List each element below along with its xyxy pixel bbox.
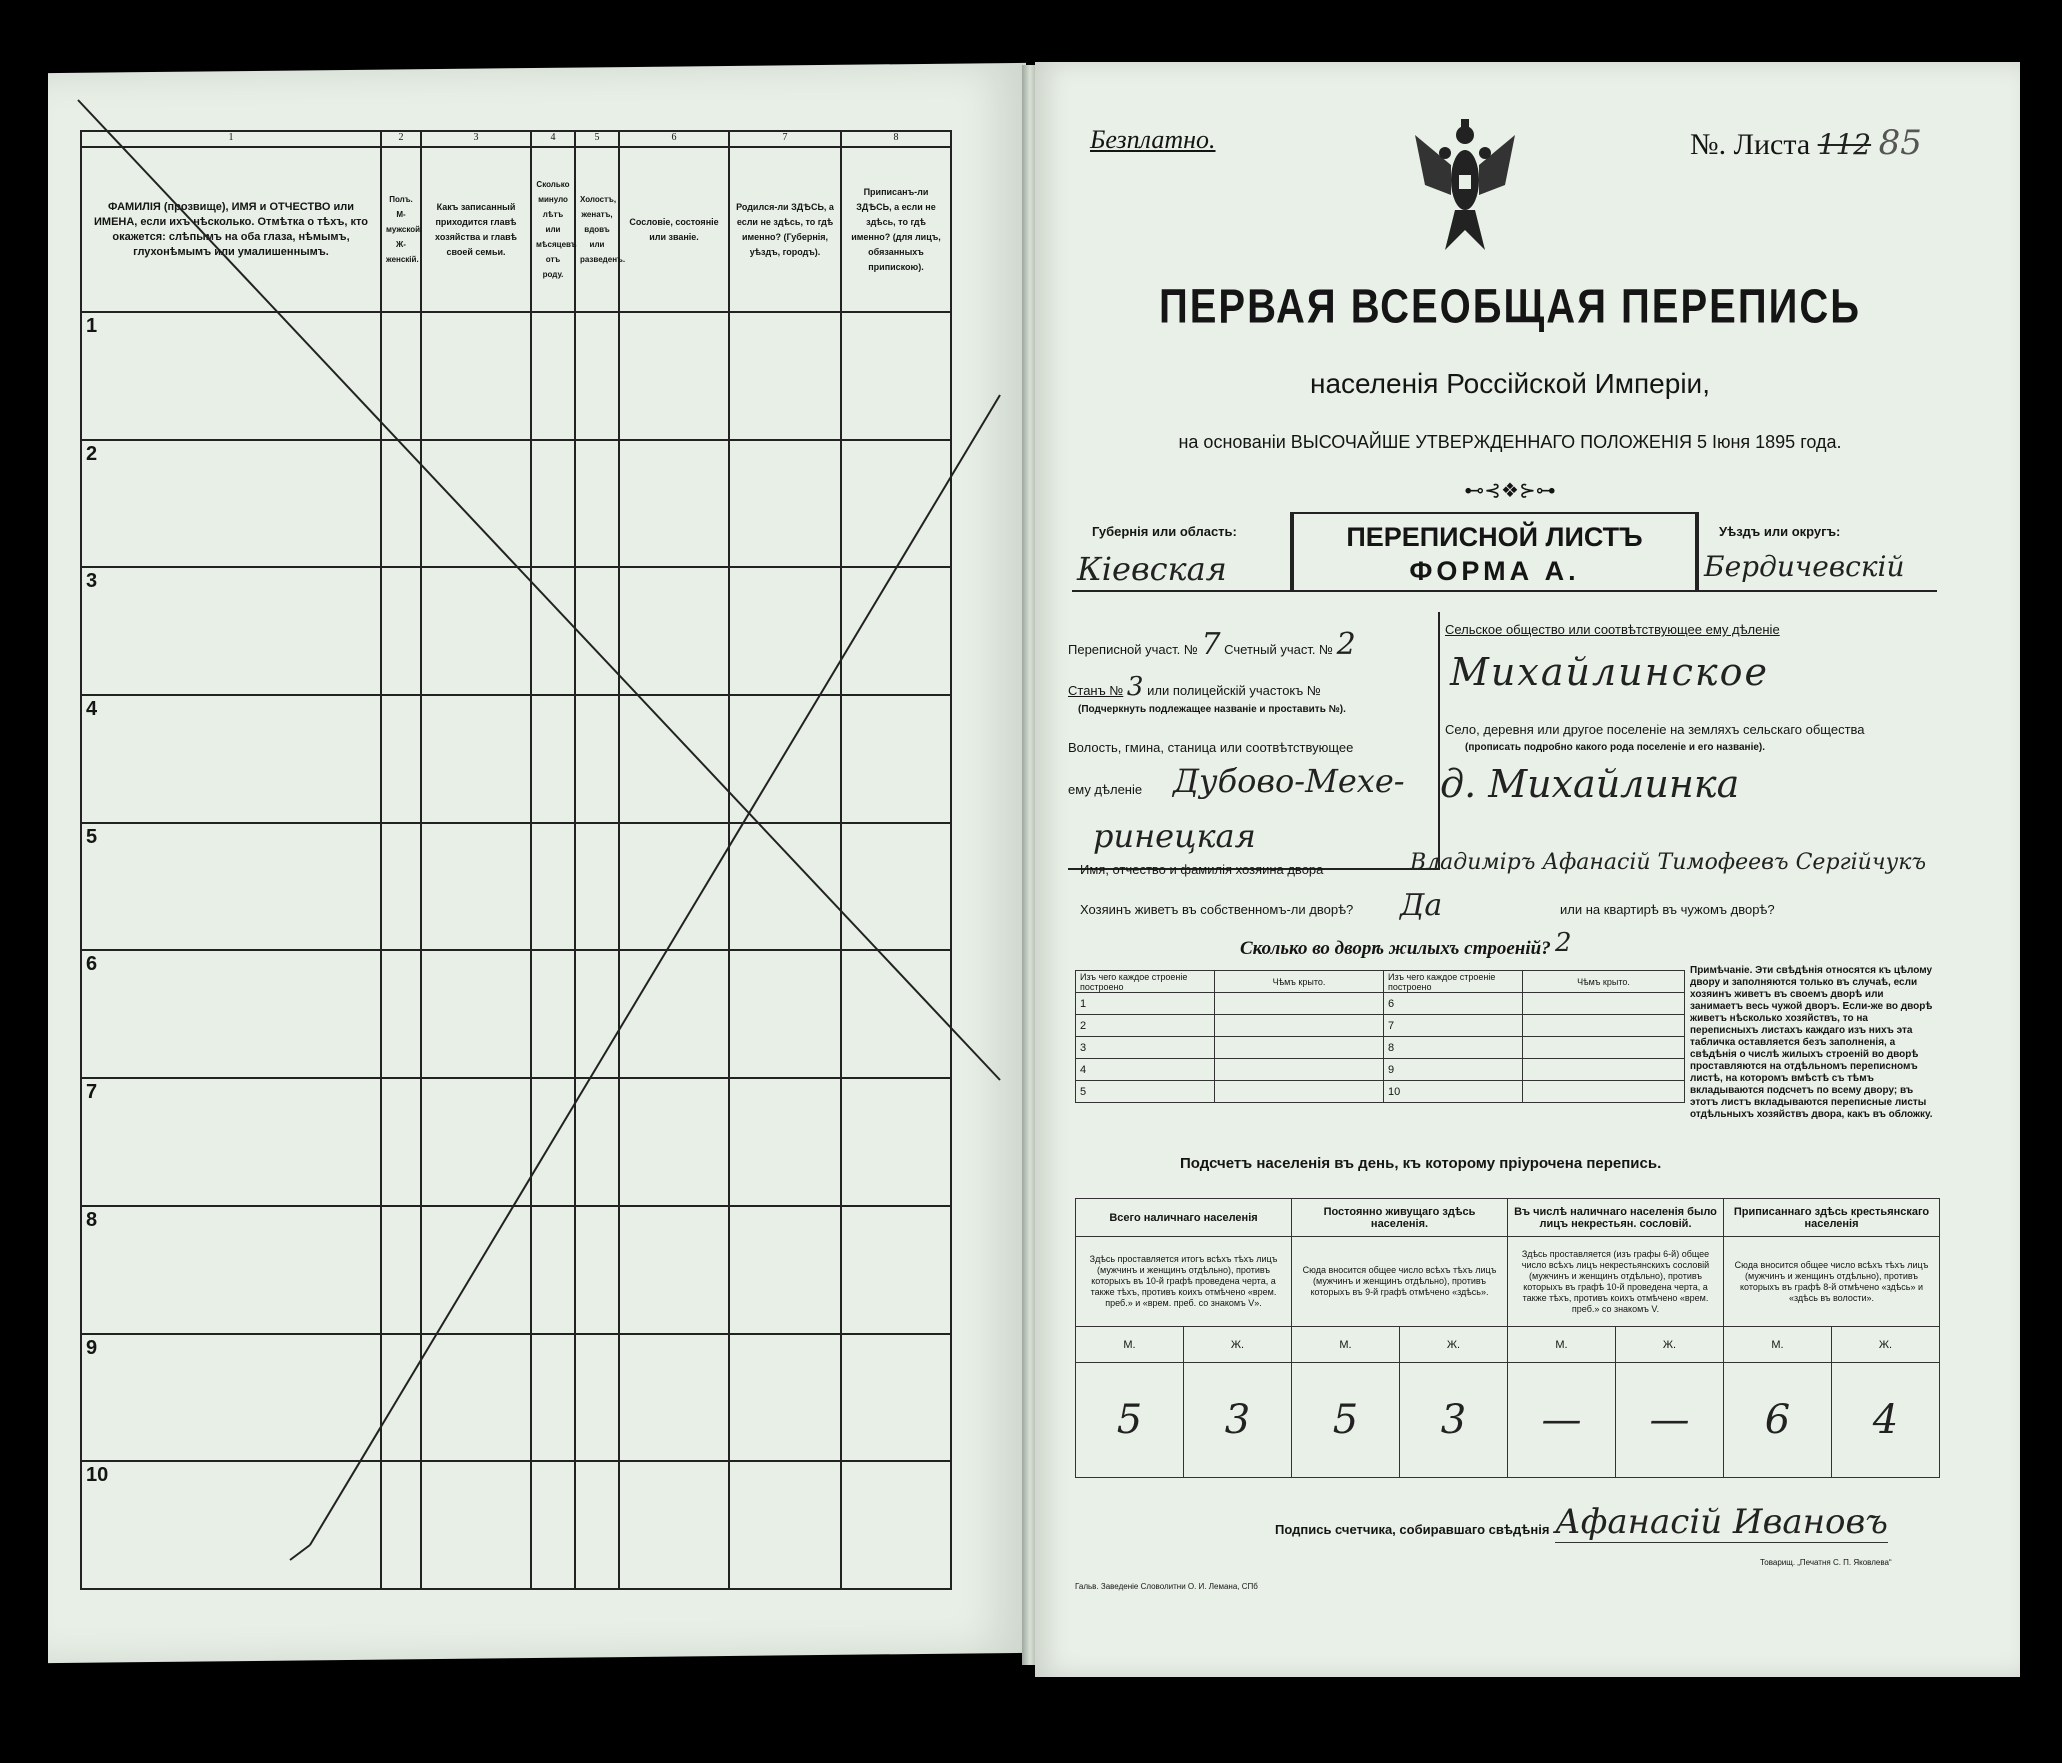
sheet-label: №. Листа bbox=[1690, 128, 1811, 161]
sheet-number-crossed: 112 bbox=[1817, 128, 1872, 161]
col-num: 1 bbox=[81, 131, 381, 147]
stan-rest: или полицейскій участокъ № bbox=[1147, 683, 1321, 698]
buildings-value: 2 bbox=[1555, 928, 1572, 958]
sheet-title: ПЕРЕПИСНОЙ ЛИСТЪ bbox=[1346, 522, 1643, 552]
col-header-marital: Холостъ, женатъ, вдовъ или разведенъ. bbox=[575, 147, 619, 312]
owner-label: Имя, отчество и фамилія хозяина двора bbox=[1080, 862, 1324, 877]
gubernia-box bbox=[1072, 512, 1292, 592]
free-label: Безплатно. bbox=[1090, 125, 1216, 154]
col-header-sex: Полъ. М-мужской. Ж-женскій. bbox=[381, 147, 421, 312]
col-num: 5 bbox=[575, 131, 619, 147]
stan-value: 3 bbox=[1126, 672, 1144, 702]
col-num: 6 bbox=[619, 131, 729, 147]
row-number: 8 bbox=[86, 1208, 98, 1231]
cross-out-lines bbox=[0, 0, 1030, 1763]
schet-label: Счетный участ. № bbox=[1224, 642, 1334, 657]
row-number: 7 bbox=[86, 1081, 98, 1104]
sex-head: Ж. bbox=[1616, 1327, 1724, 1363]
row-number: 4 bbox=[86, 698, 98, 721]
uezd-label: Уѣздъ или округъ: bbox=[1719, 524, 1841, 539]
col-header-born: Родился-ли ЗДѢСЬ, а если не здѣсь, то гдѣ именно? (Губернія, уѣздъ, городъ). bbox=[729, 147, 841, 312]
schet-value: 2 bbox=[1336, 627, 1356, 662]
col-header-name: ФАМИЛІЯ (прозвище), ИМЯ и ОТЧЕСТВО или ИМЕНА, если ихъ нѣсколько. Отмѣтка о тѣхъ, кто окажется: слѣпымъ на оба глаза, нѣмымъ, глухонѣмымъ или умалишеннымъ. bbox=[81, 147, 381, 312]
lives-value: Да bbox=[1400, 888, 1443, 923]
printer-right: Товарищ. „Печатня С. П. Яковлева“ bbox=[1760, 1558, 1892, 1567]
sum-value: 3 bbox=[1184, 1363, 1292, 1478]
sum-desc: Сюда вносится общее число всѣхъ тѣхъ лицъ (мужчинъ и женщинъ отдѣльно), противъ которыхъ въ 9-й графѣ отмѣчено «здѣсь». bbox=[1292, 1237, 1508, 1327]
sex-head: М. bbox=[1724, 1327, 1832, 1363]
volost-label-2: ему дѣленіе bbox=[1068, 782, 1143, 797]
sum-desc: Сюда вносится общее число всѣхъ тѣхъ лицъ (мужчинъ и женщинъ отдѣльно), противъ которыхъ въ графѣ 8-й отмѣчено «здѣсь» и «здѣсь въ волости». bbox=[1724, 1237, 1940, 1327]
gubernia-label: Губернія или область: bbox=[1092, 524, 1237, 539]
population-summary-table bbox=[1075, 1198, 1940, 1478]
row-number: 1 bbox=[86, 315, 98, 337]
ornament: ⊷⊰❖⊱⊶ bbox=[1464, 480, 1556, 502]
selo-label: Село, деревня или другое поселеніе на земляхъ сельскаго общества bbox=[1445, 722, 1865, 737]
obschestvo-value: Михайлинское bbox=[1450, 650, 1769, 694]
selo-value: д. Михайлинка bbox=[1440, 762, 1740, 806]
uezd-value: Бердичевскій bbox=[1704, 550, 1905, 583]
col-num: 4 bbox=[531, 131, 575, 147]
row-number: 3 bbox=[86, 570, 98, 593]
row-number: 10 bbox=[86, 1464, 109, 1487]
legal-basis: на основаніи ВЫСОЧАЙШЕ УТВЕРЖДЕННАГО ПОЛОЖЕНІЯ 5 Іюня 1895 года. bbox=[1178, 432, 1842, 452]
bld-head: Чѣмъ крыто. bbox=[1523, 971, 1685, 993]
sex-head: Ж. bbox=[1184, 1327, 1292, 1363]
note-text: Примѣчаніе. Эти свѣдѣнія относятся къ цѣлому двору и заполняются только въ случаѣ, если хозяинъ живетъ въ своемъ дворѣ или занимаетъ весь чужой дворъ. Если-же во дворѣ живетъ нѣсколько хозяйствъ, то на переписныхъ листахъ каждаго изъ нихъ эта табличка оставляется безъ заполненія, а свѣдѣнія о числѣ жилыхъ строеній во дворѣ проставляются на отдѣльномъ переписномъ листѣ, на которомъ вмѣстѣ съ тѣмъ вкладываются подсчетъ по всему двору; въ этотъ листъ вкладываются переписные листы отдѣльныхъ хозяйствъ двора, какъ въ обложку. bbox=[1690, 965, 1933, 1120]
obschestvo-label: Сельское общество или соотвѣтствующее ему дѣленіе bbox=[1445, 622, 1780, 637]
sum-value: 5 bbox=[1292, 1363, 1400, 1478]
uchast-label: Переписной участ. № bbox=[1068, 642, 1198, 657]
col-header-registered: Приписанъ-ли ЗДѢСЬ, а если не здѣсь, то гдѣ именно? (для лицъ, обязанныхъ припискою). bbox=[841, 147, 951, 312]
uezd-box bbox=[1697, 512, 1937, 592]
table-row: 2 7 bbox=[1076, 1015, 1685, 1037]
sum-head: Въ числѣ наличнаго населенія было лицъ некрестьян. сословій. bbox=[1508, 1199, 1724, 1237]
buildings-label: Сколько во дворѣ жилыхъ строеній? bbox=[1240, 938, 1551, 959]
stan-label: Станъ № bbox=[1068, 683, 1124, 698]
sum-head: Постоянно живущаго здѣсь населенія. bbox=[1292, 1199, 1508, 1237]
printer-left: Гальв. Заведеніе Словолитни О. И. Лемана, СПб bbox=[1075, 1582, 1258, 1591]
table-row: 5 10 bbox=[1076, 1081, 1685, 1103]
volost-value: Дубово-Мехе- bbox=[1173, 762, 1405, 800]
sex-head: М. bbox=[1508, 1327, 1616, 1363]
sex-head: М. bbox=[1076, 1327, 1184, 1363]
signature-label: Подпись счетчика, собиравшаго свѣдѣнія bbox=[1275, 1522, 1550, 1537]
form-title: ФОРМА А. bbox=[1409, 556, 1580, 586]
col-header-relation: Какъ записанный приходится главѣ хозяйства и главѣ своей семьи. bbox=[421, 147, 531, 312]
form-title-box bbox=[1292, 512, 1697, 592]
double-eagle-emblem-icon bbox=[1415, 115, 1515, 265]
sum-value: — bbox=[1508, 1363, 1616, 1478]
page-title: ПЕРВАЯ ВСЕОБЩАЯ ПЕРЕПИСЬ bbox=[1159, 280, 1861, 334]
row-number: 9 bbox=[86, 1336, 98, 1359]
sex-head: Ж. bbox=[1832, 1327, 1940, 1363]
owner-value: Владиміръ Афанасій Тимофеевъ Сергійчукъ bbox=[1410, 850, 1927, 875]
buildings-table bbox=[1075, 970, 1685, 1103]
district-block bbox=[1068, 612, 1440, 870]
bld-head: Чѣмъ крыто. bbox=[1215, 971, 1384, 993]
lives-label: Хозяинъ живетъ въ собственномъ-ли дворѣ? bbox=[1080, 902, 1354, 917]
table-row: 1 6 bbox=[1076, 993, 1685, 1015]
sum-value: — bbox=[1616, 1363, 1724, 1478]
bld-head: Изъ чего каждое строеніе построено bbox=[1384, 971, 1523, 993]
col-num: 7 bbox=[729, 131, 841, 147]
row-number: 5 bbox=[86, 825, 98, 848]
lives-rest: или на квартирѣ въ чужомъ дворѣ? bbox=[1560, 902, 1775, 917]
sum-desc: Здѣсь проставляется итогъ всѣхъ тѣхъ лицъ (мужчинъ и женщинъ отдѣльно), противъ которыхъ въ 10-й графѣ проведена черта, а также тѣхъ, противъ коихъ отмѣчено «врем. преб.» и «врем. преб. со знакомъ V». bbox=[1076, 1237, 1292, 1327]
signature-value: Афанасій Ивановъ bbox=[1555, 1502, 1888, 1542]
col-num: 2 bbox=[381, 131, 421, 147]
uchast-value: 7 bbox=[1201, 627, 1221, 662]
stan-note: (Подчеркнуть подлежащее названіе и проставить №). bbox=[1078, 704, 1346, 715]
row-number: 6 bbox=[86, 953, 98, 976]
row-number: 2 bbox=[86, 442, 98, 465]
table-row: 4 9 bbox=[1076, 1059, 1685, 1081]
sum-value: 6 bbox=[1724, 1363, 1832, 1478]
col-num: 3 bbox=[421, 131, 531, 147]
sum-value: 5 bbox=[1076, 1363, 1184, 1478]
count-title: Подсчетъ населенія въ день, къ которому пріурочена перепись. bbox=[1180, 1155, 1662, 1172]
volost-label: Волость, гмина, станица или соотвѣтствующее bbox=[1068, 740, 1354, 755]
col-header-age: Сколько минуло лѣтъ или мѣсяцевъ отъ роду. bbox=[531, 147, 575, 312]
gubernia-value: Кіевская bbox=[1077, 550, 1227, 588]
sum-value: 3 bbox=[1400, 1363, 1508, 1478]
sum-head: Всего наличнаго населенія bbox=[1076, 1199, 1292, 1237]
col-header-estate: Сословіе, состояніе или званіе. bbox=[619, 147, 729, 312]
table-row: 3 8 bbox=[1076, 1037, 1685, 1059]
volost-value-2: ринецкая bbox=[1093, 817, 1256, 855]
selo-note: (прописать подробно какого рода поселеніе и его названіе). bbox=[1465, 742, 1766, 753]
sum-head: Приписаннаго здѣсь крестьянскаго населенія bbox=[1724, 1199, 1940, 1237]
sum-value: 4 bbox=[1832, 1363, 1940, 1478]
sheet-number-block bbox=[1690, 123, 1922, 163]
sum-desc: Здѣсь проставляется (изъ графы 6-й) общее число всѣхъ лицъ некрестьянскихъ сословій (мужчинъ и женщинъ отдѣльно), противъ которыхъ въ графѣ 10-й проведена черта, а также тѣхъ, противъ коихъ отмѣчено «врем. преб.» со знакомъ V. bbox=[1508, 1237, 1724, 1327]
bld-head: Изъ чего каждое строеніе построено bbox=[1076, 971, 1215, 993]
sheet-number: 85 bbox=[1878, 123, 1922, 163]
sex-head: Ж. bbox=[1400, 1327, 1508, 1363]
sex-head: М. bbox=[1292, 1327, 1400, 1363]
col-num: 8 bbox=[841, 131, 951, 147]
page-subtitle: населенія Россійской Имперіи, bbox=[1310, 368, 1710, 399]
